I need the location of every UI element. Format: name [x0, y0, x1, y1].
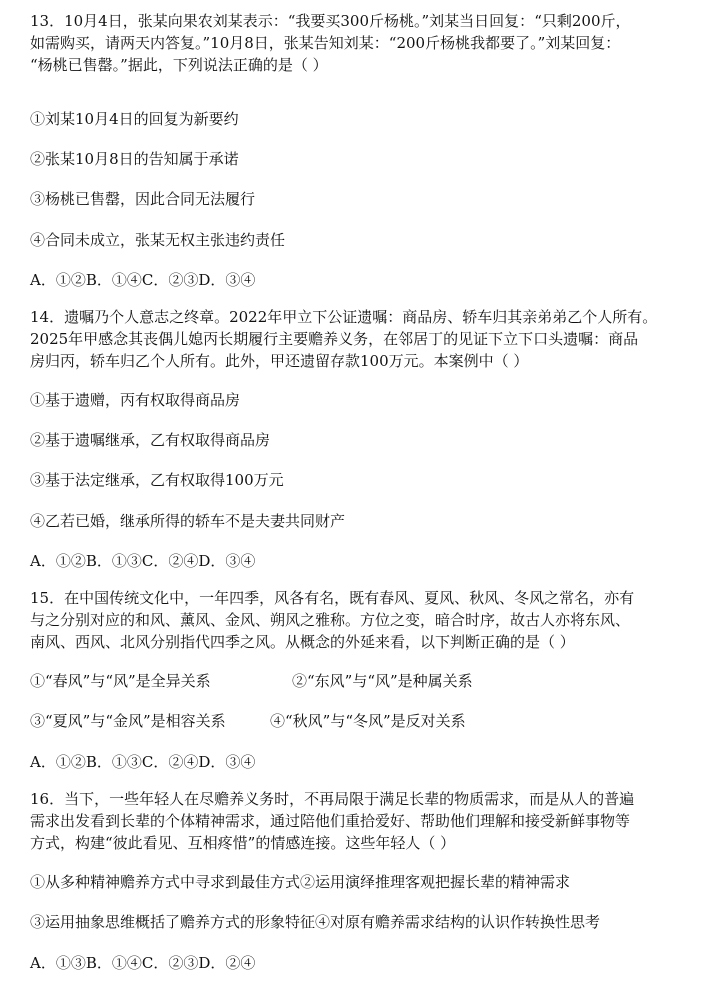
- question-15-stem: [30, 587, 685, 653]
- question-15-option-4: ④“秋风”与“冬风”是反对关系: [270, 712, 466, 730]
- stem-line: 房归丙，轿车归乙个人所有。此外，甲还遗留存款100万元。本案例中（ ）: [30, 352, 529, 370]
- question-15-answers: A．①②B．①③C．②④D．③④: [30, 753, 256, 771]
- stem-line: “杨桃已售罄。”据此，下列说法正确的是（ ）: [30, 56, 328, 74]
- stem-line: 南风、西风、北风分别指代四季之风。从概念的外延来看，以下判断正确的是（ ）: [30, 633, 575, 651]
- question-14-option-3: ③基于法定继承，乙有权取得100万元: [30, 471, 284, 489]
- stem-line: 如需购买，请两天内答复。”10月8日，张某告知刘某：“200斤杨桃我都要了。”刘某回复：: [30, 34, 621, 52]
- question-15-option-3: ③“夏风”与“金风”是相容关系: [30, 712, 226, 730]
- question-14-stem: [30, 306, 685, 372]
- question-14-answers: A．①②B．①③C．②④D．③④: [30, 552, 256, 570]
- question-13-stem: [30, 10, 685, 76]
- question-15-option-1: ①“春风”与“风”是全异关系: [30, 672, 211, 690]
- question-14-option-4: ④乙若已婚，继承所得的轿车不是夫妻共同财产: [30, 512, 346, 530]
- question-13-option-1: ①刘某10月4日的回复为新要约: [30, 110, 239, 128]
- stem-line: 16．当下，一些年轻人在尽赡养义务时，不再局限于满足长辈的物质需求，而是从人的普遍: [30, 790, 635, 808]
- question-15-option-row-2: [30, 710, 466, 732]
- question-13-option-3: ③杨桃已售罄，因此合同无法履行: [30, 190, 256, 208]
- stem-line: 15．在中国传统文化中，一年四季，风各有名，既有春风、夏风、秋风、冬风之常名，亦有: [30, 589, 635, 607]
- question-14-option-1: ①基于遗赠，丙有权取得商品房: [30, 391, 241, 409]
- question-16-answers: A．①③B．①④C．②③D．②④: [30, 954, 256, 972]
- question-13-option-4: ④合同未成立，张某无权主张违约责任: [30, 231, 286, 249]
- question-13-option-2: ②张某10月8日的告知属于承诺: [30, 150, 239, 168]
- question-13-answers: A．①②B．①④C．②③D．③④: [30, 271, 256, 289]
- stem-line: 与之分别对应的和风、薰风、金风、朔风之雅称。方位之变，暗合时序，故古人亦将东风、: [30, 611, 631, 629]
- stem-line: 2025年甲感念其丧偶儿媳丙长期履行主要赡养义务，在邻居丁的见证下立下口头遗嘱：商品: [30, 330, 639, 348]
- question-16-stem: [30, 788, 685, 854]
- question-14-option-2: ②基于遗嘱继承，乙有权取得商品房: [30, 431, 271, 449]
- stem-line: 需求出发看到长辈的个体精神需求，通过陪他们重拾爱好、帮助他们理解和接受新鲜事物等: [30, 812, 631, 830]
- stem-line: 14．遗嘱乃个人意志之终章。2022年甲立下公证遗嘱：商品房、轿车归其亲弟弟乙个人所有。: [30, 308, 658, 326]
- stem-line: 方式，构建“彼此看见、互相疼惜”的情感连接。这些年轻人（ ）: [30, 834, 456, 852]
- question-16-option-row-2: ③运用抽象思维概括了赡养方式的形象特征④对原有赡养需求结构的认识作转换性思考: [30, 913, 601, 931]
- question-15-option-row-1: [30, 670, 473, 692]
- question-15-option-2: ②“东风”与“风”是种属关系: [292, 672, 473, 690]
- question-16-option-row-1: ①从多种精神赡养方式中寻求到最佳方式②运用演绎推理客观把握长辈的精神需求: [30, 873, 571, 891]
- stem-line: 13．10月4日，张某向果农刘某表示：“我要买300斤杨桃。”刘某当日回复：“只剩200斤，: [30, 12, 631, 30]
